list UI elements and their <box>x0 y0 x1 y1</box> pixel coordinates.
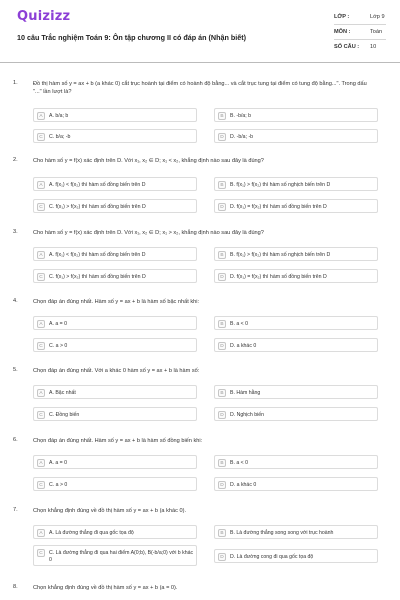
option-letter: D <box>218 133 226 141</box>
option-letter: A <box>37 320 45 328</box>
question-text: Chọn đáp án đúng nhất. Hàm số y = ax + b là hàm số đồng biến khi: <box>33 438 203 444</box>
option-text: A. f(x₁) < f(x₂) thì hàm số đồng biến trên D <box>49 251 146 258</box>
option-c[interactable] <box>33 407 197 421</box>
meta-divider <box>334 24 386 25</box>
option-letter: C <box>37 411 45 419</box>
option-text: C. a > 0 <box>49 342 68 349</box>
option-a[interactable] <box>33 385 197 399</box>
option-letter: A <box>37 459 45 467</box>
question-text: Chọn đáp án đúng nhất. Với a khác 0 hàm số y = ax + b là hàm số: <box>33 368 200 374</box>
header-divider <box>0 62 400 63</box>
option-text: D. a khác 0 <box>230 342 257 349</box>
question-number: 2. <box>13 157 18 163</box>
option-text: C. f(x₁) > f(x₂) thì hàm số đồng biến trên D <box>49 203 146 210</box>
option-letter: A <box>37 181 45 189</box>
quizizz-logo: Quizizz <box>17 9 71 24</box>
option-text: A. a = 0 <box>49 459 68 466</box>
option-b[interactable] <box>214 525 378 539</box>
option-b[interactable] <box>214 455 378 469</box>
option-text: D. f(x₁) = f(x₂) thì hàm số đồng biến trên D <box>230 273 327 280</box>
option-c[interactable] <box>33 338 197 352</box>
option-b[interactable] <box>214 316 378 330</box>
subject-value: Toán <box>370 29 383 35</box>
option-letter: C <box>37 342 45 350</box>
option-letter: B <box>218 251 226 259</box>
option-letter: B <box>218 320 226 328</box>
option-d[interactable] <box>214 338 378 352</box>
question-text: Cho hàm số y = f(x) xác định trên D. Với x₁, x₂ ∈ D; x₁ > x₂, khẳng định nào sau đây là đúng? <box>33 230 264 236</box>
question-number: 8. <box>13 584 18 590</box>
option-d[interactable] <box>214 129 378 143</box>
option-letter: B <box>218 459 226 467</box>
option-letter: C <box>37 481 45 489</box>
subject-label: MÔN : <box>334 29 351 35</box>
option-text: B. Hàm hằng <box>230 389 261 396</box>
option-letter: A <box>37 112 45 120</box>
option-d[interactable] <box>214 199 378 213</box>
option-text: B. f(x₁) > f(x₂) thì hàm số nghịch biến trên D <box>230 181 331 188</box>
meta-divider <box>334 39 386 40</box>
option-letter: B <box>218 181 226 189</box>
option-letter: C <box>37 549 45 557</box>
option-d[interactable] <box>214 549 378 563</box>
option-text: B. a < 0 <box>230 320 249 327</box>
option-text: A. Là đường thẳng đi qua gốc tọa độ <box>49 529 134 536</box>
question-number: 4. <box>13 298 18 304</box>
option-letter: A <box>37 251 45 259</box>
grade-value: Lớp 9 <box>370 14 385 20</box>
option-text: C. Là đường thẳng đi qua hai điểm A(0;b), B(-b/a;0) với b khác 0 <box>49 549 194 563</box>
option-a[interactable] <box>33 525 197 539</box>
option-text: D. a khác 0 <box>230 481 257 488</box>
option-b[interactable] <box>214 177 378 191</box>
option-c[interactable] <box>33 269 197 283</box>
option-letter: D <box>218 342 226 350</box>
option-a[interactable] <box>33 316 197 330</box>
option-text: D. Là đường cong đi qua gốc tọa độ <box>230 553 314 560</box>
option-letter: A <box>37 529 45 537</box>
option-letter: B <box>218 112 226 120</box>
question-number: 6. <box>13 437 18 443</box>
question-count-label: SỐ CÂU : <box>334 44 360 50</box>
option-text: C. f(x₁) > f(x₂) thì hàm số đồng biến trên D <box>49 273 146 280</box>
option-a[interactable] <box>33 455 197 469</box>
option-c[interactable] <box>33 199 197 213</box>
option-text: C. b/a; -b <box>49 133 71 140</box>
question-count-value: 10 <box>370 44 377 50</box>
option-c[interactable] <box>33 129 197 143</box>
question-number: 5. <box>13 367 18 373</box>
option-letter: D <box>218 273 226 281</box>
option-text: A. Bậc nhất <box>49 389 76 396</box>
option-letter: C <box>37 203 45 211</box>
question-number: 1. <box>13 80 18 86</box>
option-b[interactable] <box>214 247 378 261</box>
option-text: B. -b/a; b <box>230 112 252 119</box>
option-letter: B <box>218 389 226 397</box>
option-letter: C <box>37 133 45 141</box>
option-letter: A <box>37 389 45 397</box>
option-a[interactable] <box>33 177 197 191</box>
option-letter: B <box>218 529 226 537</box>
document-title: 10 câu Trắc nghiệm Toán 9: Ôn tập chương II có đáp án (Nhận biết) <box>17 33 247 42</box>
option-letter: D <box>218 481 226 489</box>
option-text: A. a = 0 <box>49 320 68 327</box>
option-d[interactable] <box>214 477 378 491</box>
option-text: B. Là đường thẳng song song với trục hoành <box>230 529 334 536</box>
option-a[interactable] <box>33 247 197 261</box>
option-d[interactable] <box>214 269 378 283</box>
option-text: A. f(x₁) < f(x₂) thì hàm số đồng biến trên D <box>49 181 146 188</box>
question-text: Cho hàm số y = f(x) xác định trên D. Với x₁, x₂ ∈ D; x₁ < x₂, khẳng định nào sau đây là đúng? <box>33 158 264 164</box>
question-text: Đồ thị hàm số y = ax + b (a khác 0) cắt trục hoành tại điểm có hoành độ bằng... và cắt trục tung tại điểm có tung độ bằng...". Trong dấu "..." lần lượt là? <box>33 81 367 95</box>
option-a[interactable] <box>33 108 197 122</box>
option-d[interactable] <box>214 407 378 421</box>
question-number: 7. <box>13 507 18 513</box>
option-text: D. f(x₁) = f(x₂) thì hàm số đồng biến trên D <box>230 203 327 210</box>
option-c[interactable] <box>33 545 197 566</box>
option-text: D. Nghịch biến <box>230 411 265 418</box>
question-text: Chọn khẳng định đúng về đồ thị hàm số y = ax + b (a khác 0). <box>33 508 186 514</box>
option-letter: C <box>37 273 45 281</box>
grade-label: LỚP : <box>334 14 350 20</box>
option-text: C. Đồng biến <box>49 411 80 418</box>
option-b[interactable] <box>214 108 378 122</box>
question-text: Chọn khẳng định đúng về đồ thị hàm số y = ax + b (a = 0). <box>33 585 178 591</box>
option-b[interactable] <box>214 385 378 399</box>
document-header <box>0 0 400 62</box>
option-c[interactable] <box>33 477 197 491</box>
option-text: D. -b/a; -b <box>230 133 254 140</box>
question-text: Chọn đáp án đúng nhất. Hàm số y = ax + b là hàm số bậc nhất khi: <box>33 299 200 305</box>
question-number: 3. <box>13 229 18 235</box>
option-text: A. b/a; b <box>49 112 69 119</box>
option-text: C. a > 0 <box>49 481 68 488</box>
option-letter: D <box>218 203 226 211</box>
option-letter: D <box>218 411 226 419</box>
option-letter: D <box>218 553 226 561</box>
option-text: B. f(x₁) > f(x₂) thì hàm số nghịch biến trên D <box>230 251 331 258</box>
option-text: B. a < 0 <box>230 459 249 466</box>
